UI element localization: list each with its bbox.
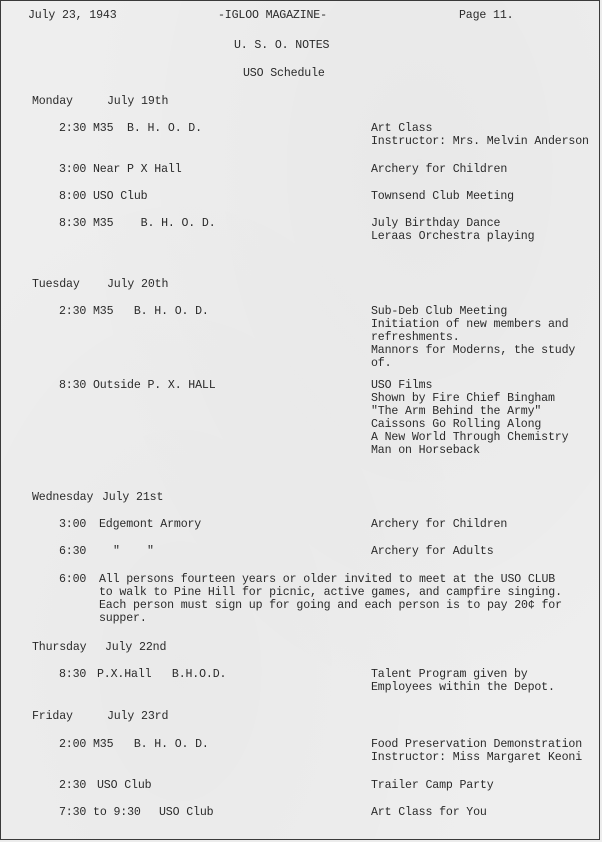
day-date: July 20th — [107, 278, 169, 291]
event-desc: Instructor: Mrs. Melvin Anderson — [371, 135, 589, 148]
event-desc: Food Preservation Demonstration — [371, 738, 583, 751]
event-desc: of. — [371, 357, 392, 370]
event-desc: Initiation of new members and — [371, 318, 569, 331]
section-title: U. S. O. NOTES — [234, 39, 330, 52]
event-desc: Instructor: Miss Margaret Keoni — [371, 751, 583, 764]
event-place: USO Club — [93, 190, 148, 203]
event-time: 8:00 — [59, 190, 87, 203]
event-place: Near P X Hall — [93, 163, 182, 176]
event-desc: Shown by Fire Chief Bingham — [371, 392, 555, 405]
event-desc: Sub-Deb Club Meeting — [371, 305, 508, 318]
event-time: 2:30 — [59, 779, 87, 792]
event-desc: Caissons Go Rolling Along — [371, 418, 542, 431]
event-desc: Each person must sign up for going and each person is to pay 20¢ for — [99, 599, 562, 612]
event-desc: Townsend Club Meeting — [371, 190, 514, 203]
event-desc: A New World Through Chemistry — [371, 431, 569, 444]
event-place: Outside P. X. HALL — [93, 379, 216, 392]
event-desc: Archery for Adults — [371, 545, 494, 558]
event-time: 8:30 — [59, 217, 87, 230]
day-date: July 22nd — [105, 641, 167, 654]
event-place: USO Club — [159, 806, 214, 819]
event-desc: Mannors for Moderns, the study — [371, 344, 576, 357]
event-desc: Archery for Children — [371, 518, 508, 531]
event-time: 2:30 — [59, 305, 87, 318]
event-time: 8:30 — [59, 668, 87, 681]
event-place: USO Club — [97, 779, 152, 792]
event-place: P.X.Hall B.H.O.D. — [97, 668, 227, 681]
event-desc: Art Class for You — [371, 806, 487, 819]
event-desc: to walk to Pine Hill for picnic, active games, and campfire singing. — [99, 586, 562, 599]
event-place: Edgemont Armory — [99, 518, 202, 531]
event-desc: "The Arm Behind the Army" — [371, 405, 542, 418]
event-time: 6:00 — [59, 573, 87, 586]
event-desc: Man on Horseback — [371, 444, 480, 457]
event-place: M35 B. H. O. D. — [93, 738, 209, 751]
event-time: 2:00 — [59, 738, 87, 751]
event-place: M35 B. H. O. D. — [93, 122, 202, 135]
event-desc: Employees within the Depot. — [371, 681, 555, 694]
event-desc: Archery for Children — [371, 163, 508, 176]
event-desc: Leraas Orchestra playing — [371, 230, 535, 243]
day-name: Thursday — [32, 641, 87, 654]
event-place: M35 B. H. O. D. — [93, 217, 216, 230]
day-date: July 19th — [107, 95, 169, 108]
event-time: 7:30 to 9:30 — [59, 806, 141, 819]
event-desc: Talent Program given by — [371, 668, 528, 681]
event-place: " " — [113, 545, 154, 558]
event-time: 3:00 — [59, 163, 87, 176]
event-desc: Art Class — [371, 122, 433, 135]
day-name: Monday — [32, 95, 73, 108]
event-desc: Trailer Camp Party — [371, 779, 494, 792]
day-date: July 23rd — [107, 710, 169, 723]
day-name: Wednesday — [32, 491, 94, 504]
day-name: Friday — [32, 710, 73, 723]
event-desc: supper. — [99, 612, 147, 625]
day-name: Tuesday — [32, 278, 80, 291]
event-time: 3:00 — [59, 518, 87, 531]
issue-date: July 23, 1943 — [28, 9, 117, 22]
event-desc: July Birthday Dance — [371, 217, 501, 230]
day-date: July 21st — [102, 491, 164, 504]
event-time: 2:30 — [59, 122, 87, 135]
publication-name: -IGLOO MAGAZINE- — [218, 9, 327, 22]
event-time: 8:30 — [59, 379, 87, 392]
event-place: M35 B. H. O. D. — [93, 305, 209, 318]
page-number: Page 11. — [459, 9, 514, 22]
event-time: 6:30 — [59, 545, 87, 558]
event-desc: USO Films — [371, 379, 433, 392]
schedule-subtitle: USO Schedule — [243, 67, 325, 80]
event-desc: All persons fourteen years or older invited to meet at the USO CLUB — [99, 573, 556, 586]
event-desc: refreshments. — [371, 331, 460, 344]
